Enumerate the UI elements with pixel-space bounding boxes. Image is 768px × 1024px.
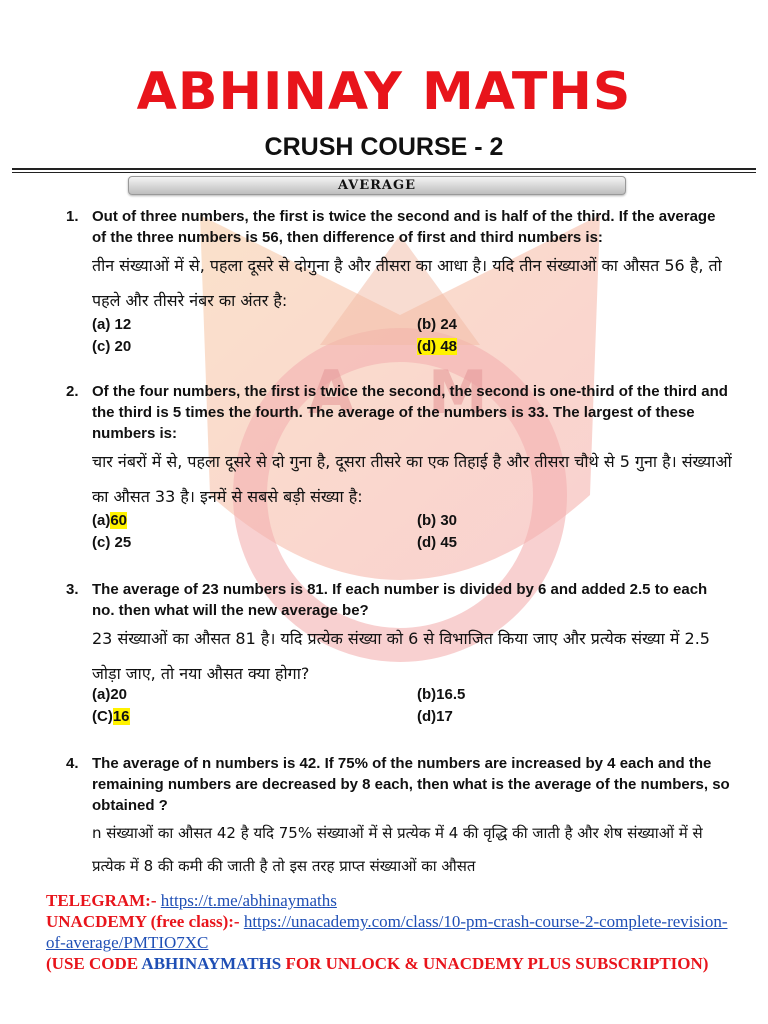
correct-answer-highlight: (d) 48 [417,338,458,355]
correct-answer-highlight: 16 [112,708,130,725]
question-hindi: चार नंबरों में से, पहला दूसरे से दो गुना है, दूसरा तीसरे का एक तिहाई है और तीसरा चौथे से 5 गुना है। संख्याओं का औसत 33 है। इनमें से सबसे बड़ी संख्या है: [92,452,732,506]
option-c: (c) 20 [92,338,132,355]
divider [12,168,756,170]
question-english: Out of three numbers, the first is twice the second and is half of the third. If the average of the three numbers is 56, then difference of first and third numbers is: [92,208,716,246]
question-number: 2. [66,383,79,400]
option-a: (a) 12 [92,316,132,333]
svg-text:M: M [428,358,488,428]
topic-heading: AVERAGE [128,176,626,195]
option-b: (b) 24 [417,316,458,333]
unacademy-link[interactable]: https://unacademy.com/class/10-pm-crash-course-2-complete-revision-of-average/PMTIO7XC [46,912,728,952]
unacademy-label: UNACDEMY (free class):- [46,912,244,931]
telegram-line [46,890,746,911]
unacademy-line [46,911,746,953]
option-prefix: (C) [92,708,113,725]
question-number: 4. [66,755,79,772]
option-d: (d)17 [417,708,453,725]
course-title: CRUSH COURSE - 2 [264,133,504,161]
option-b: (b) 30 [417,512,458,529]
telegram-label: TELEGRAM:- [46,891,161,910]
question-number: 1. [66,208,79,225]
question-hindi: तीन संख्याओं में से, पहला दूसरे से दोगुना है और तीसरा का आधा है। यदि तीन संख्याओं का औसत 56 है, तो पहले और तीसरे नंबर का अंतर है: [92,256,722,310]
question-english: Of the four numbers, the first is twice the second, the second is one-third of the third and the third is 5 times the fourth. The average of the numbers is 33. The largest of these numbers is: [92,383,728,442]
question-english: The average of 23 numbers is 81. If each number is divided by 6 and added 2.5 to each no. then what will the new average be? [92,581,708,619]
question-number: 3. [66,581,79,598]
svg-text:A: A [308,358,355,428]
option-d [417,337,457,357]
question-hindi: n संख्याओं का औसत 42 है यदि 75% संख्याओं में से प्रत्येक में 4 की वृद्धि की जाती है और शेष संख्याओं में से प्रत्येक में 8 की कमी की जाती है तो इस तरह प्राप्त संख्याओं का औसत [92,824,703,875]
option-c [92,707,130,727]
question-english: The average of n numbers is 42. If 75% of the numbers are increased by 4 each and the remaining numbers are decreased by 8 each, then what is the average of the numbers, so obtained ? [92,755,730,814]
option-a [92,511,127,531]
promo-note-open: (USE CODE [46,954,142,973]
option-a: (a)20 [92,686,128,703]
option-b: (b)16.5 [417,686,466,703]
footer [46,890,746,974]
brand-title: ABHINAY MATHS [136,62,632,122]
option-d: (d) 45 [417,534,458,551]
correct-answer-highlight: 60 [110,512,128,529]
promo-code: ABHINAYMATHS [141,954,282,973]
option-c: (c) 25 [92,534,132,551]
promo-note [46,953,746,974]
option-prefix: (a) [92,512,111,529]
promo-note-close: FOR UNLOCK & UNACDEMY PLUS SUBSCRIPTION) [281,954,709,973]
telegram-link[interactable]: https://t.me/abhinaymaths [160,891,337,910]
divider [12,172,756,173]
question-hindi: 23 संख्याओं का औसत 81 है। यदि प्रत्येक संख्या को 6 से विभाजित किया जाए और प्रत्येक संख्या में 2.5 जोड़ा जाए, तो नया औसत क्या होगा? [92,629,710,683]
